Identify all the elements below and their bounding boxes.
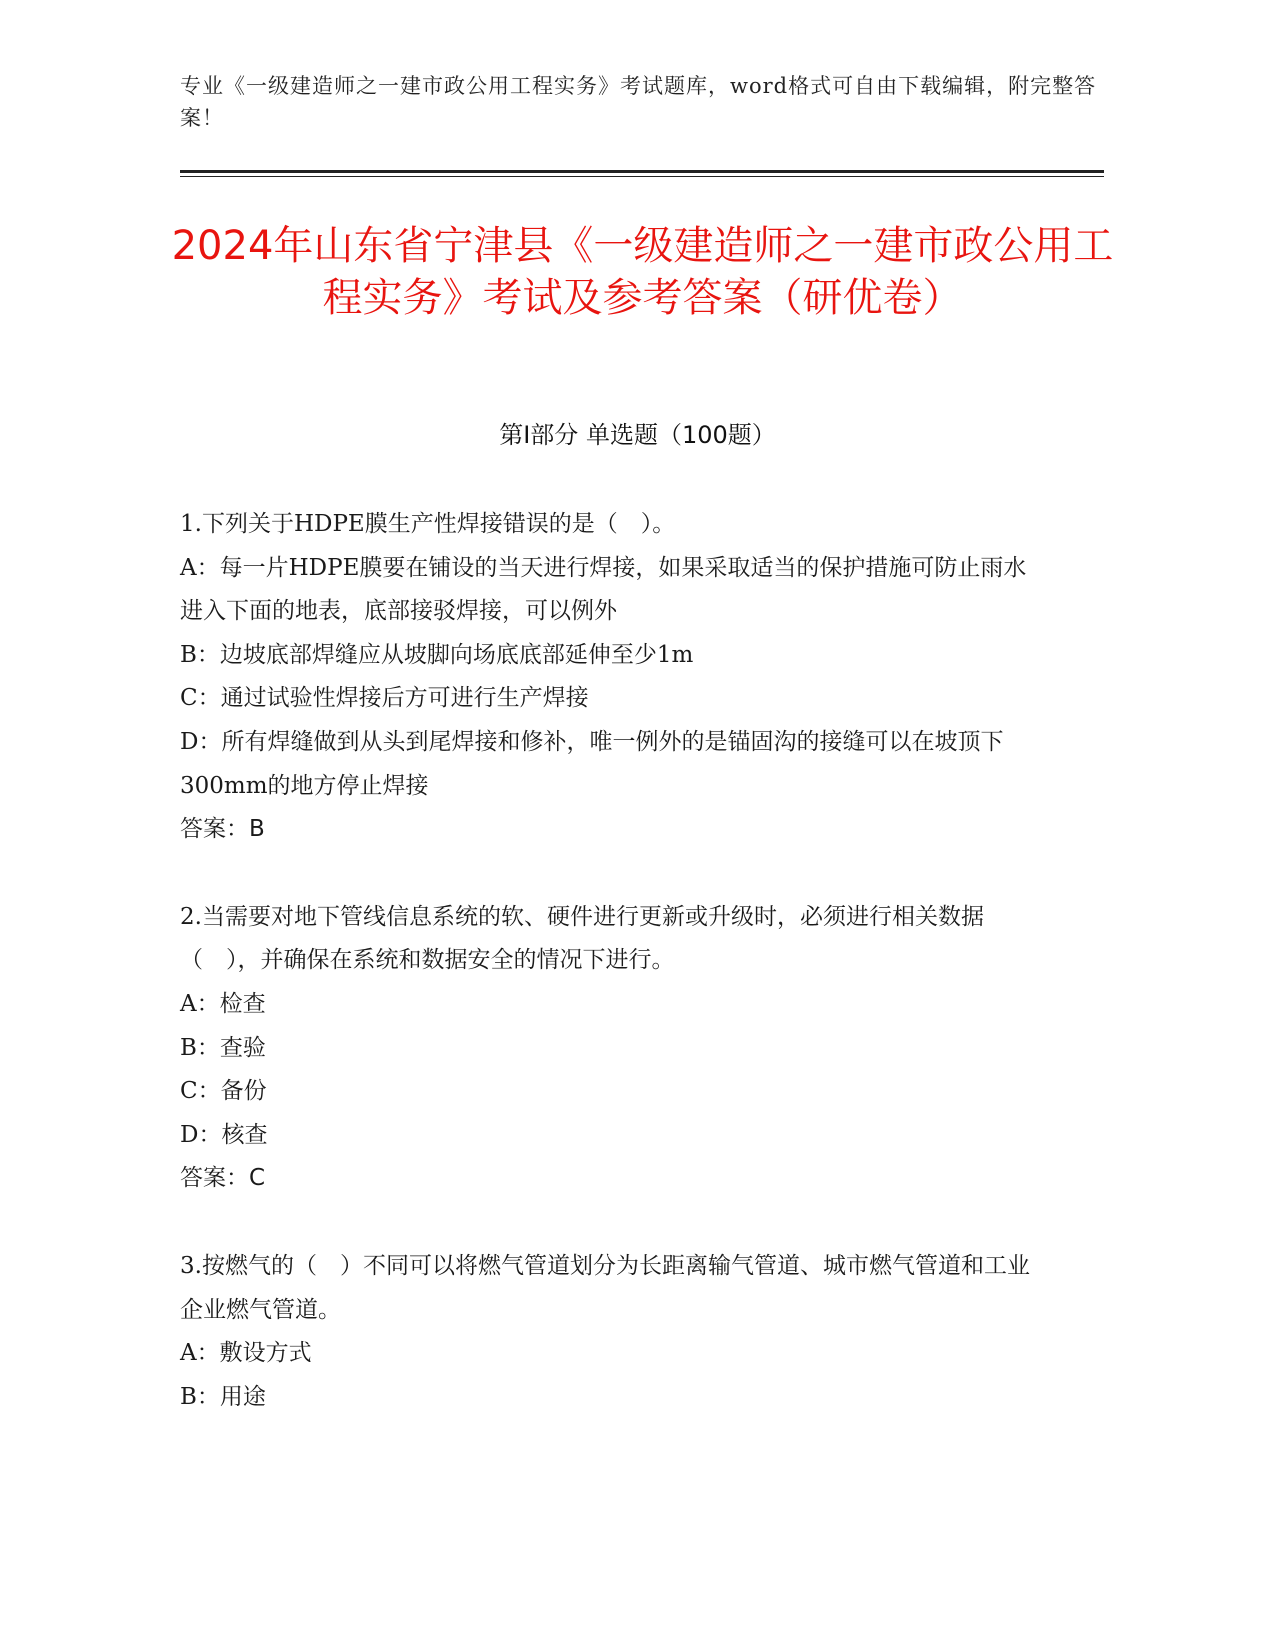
document-title: 2024年山东省宁津县《一级建造师之一建市政公用工程实务》考试及参考答案（研优卷） bbox=[171, 223, 1114, 321]
option-a: A：检查 bbox=[180, 990, 266, 1017]
option-d: D：核查 bbox=[180, 1121, 268, 1148]
option-b: B：用途 bbox=[180, 1383, 266, 1410]
question-stem: 3.按燃气的（ ）不同可以将燃气管道划分为长距离输气管道、城市燃气管道和工业企业燃气管道。 bbox=[180, 1252, 1030, 1323]
option-b: B：边坡底部焊缝应从坡脚向场底底部延伸至少1m bbox=[180, 641, 694, 668]
section-heading: 第Ⅰ部分 单选题（100题） bbox=[499, 421, 776, 449]
option-b: B：查验 bbox=[180, 1034, 266, 1061]
option-a: A：敷设方式 bbox=[180, 1340, 312, 1367]
header-divider-thick bbox=[180, 170, 1104, 173]
question-3 bbox=[180, 1245, 1040, 1419]
question-stem: 1.下列关于HDPE膜生产性焊接错误的是（ ）。 bbox=[180, 511, 676, 537]
document-header-note: 专业《一级建造师之一建市政公用工程实务》考试题库，word格式可自由下载编辑，附完整答案！ bbox=[180, 74, 1097, 130]
header-divider-thin bbox=[180, 176, 1104, 177]
option-c: C：备份 bbox=[180, 1078, 267, 1105]
question-stem: 2.当需要对地下管线信息系统的软、硬件进行更新或升级时，必须进行相关数据（ ），并确保在系统和数据安全的情况下进行。 bbox=[180, 903, 984, 974]
question-list bbox=[180, 503, 1040, 1463]
question-2 bbox=[180, 896, 1040, 1201]
option-a: A：每一片HDPE膜要在铺设的当天进行焊接，如果采取适当的保护措施可防止雨水进入下面的地表，底部接驳焊接，可以例外 bbox=[180, 554, 1027, 625]
option-d: D：所有焊缝做到从头到尾焊接和修补，唯一例外的是锚固沟的接缝可以在坡顶下300mm的地方停止焊接 bbox=[180, 728, 1004, 799]
answer-label: 答案：C bbox=[180, 1165, 266, 1192]
option-c: C：通过试验性焊接后方可进行生产焊接 bbox=[180, 685, 589, 712]
question-1 bbox=[180, 503, 1040, 852]
answer-label: 答案：B bbox=[180, 816, 265, 843]
